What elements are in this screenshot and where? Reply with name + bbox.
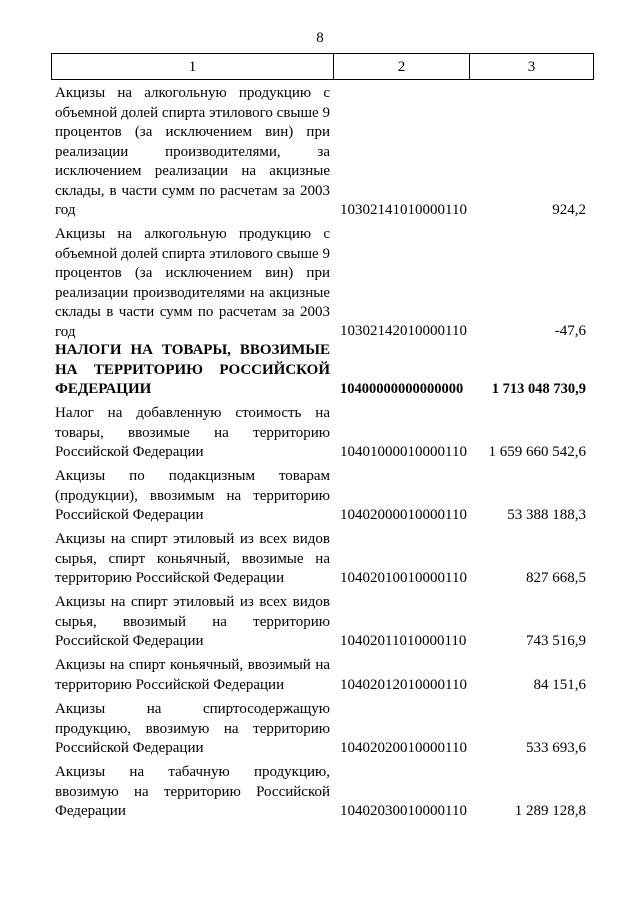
row-code: 10402011010000110 bbox=[340, 633, 467, 649]
row-amount: 53 388 188,3 bbox=[507, 507, 586, 523]
table-row bbox=[0, 225, 640, 341]
row-code: 10402012010000110 bbox=[340, 677, 467, 693]
table-row bbox=[0, 80, 640, 225]
table-row bbox=[0, 656, 640, 700]
table-row bbox=[0, 404, 640, 467]
row-description: Акцизы на спирт этиловый из всех видов сырья, ввозимый на территорию Российской Федерации bbox=[55, 594, 330, 649]
row-description: Акцизы на спирт этиловый из всех видов сырья, спирт коньячный, ввозимые на территорию Российской Федерации bbox=[55, 531, 330, 586]
table-row bbox=[0, 530, 640, 593]
row-description: Акцизы по подакцизным товарам (продукции), ввозимым на территорию Российской Федерации bbox=[55, 468, 330, 523]
row-amount: 533 693,6 bbox=[526, 740, 586, 756]
table-row bbox=[0, 593, 640, 656]
row-code: 10402030010000110 bbox=[340, 803, 467, 819]
row-description: Акцизы на табачную продукцию, ввозимую на территорию Российской Федерации bbox=[55, 764, 330, 819]
header-col-1: 1 bbox=[52, 54, 334, 79]
row-description: Акцизы на алкогольную продукцию с объемной долей спирта этилового свыше 9 процентов (за исключением вин) при реализации производителями на акцизные склады в части сумм по расчетам за 2003 год bbox=[55, 226, 330, 340]
row-description: Налог на добавленную стоимость на товары, ввозимые на территорию Российской Федерации bbox=[55, 405, 330, 460]
row-code: 10402020010000110 bbox=[340, 740, 467, 756]
row-description: Акцизы на алкогольную продукцию с объемной долей спирта этилового свыше 9 процентов (за исключением вин) при реализации производителями, за исключением реализации на акцизные склады, в части сумм по расчетам за 2003 год bbox=[55, 85, 330, 218]
table-header bbox=[51, 53, 594, 80]
table-row bbox=[0, 341, 640, 404]
row-description: Акцизы на спиртосодержащую продукцию, ввозимую на территорию Российской Федерации bbox=[55, 701, 330, 756]
row-amount: 1 659 660 542,6 bbox=[488, 444, 586, 460]
table-row bbox=[0, 700, 640, 763]
row-description: Акцизы на спирт коньячный, ввозимый на территорию Российской Федерации bbox=[55, 657, 330, 693]
table-row bbox=[0, 763, 640, 833]
row-code: 10401000010000110 bbox=[340, 444, 467, 460]
header-col-3: 3 bbox=[527, 58, 536, 75]
row-amount: 827 668,5 bbox=[526, 570, 586, 586]
row-amount: 1 713 048 730,9 bbox=[491, 381, 586, 397]
row-code: 10302142010000110 bbox=[340, 323, 467, 339]
row-amount: 924,2 bbox=[552, 202, 586, 218]
row-amount: 743 516,9 bbox=[526, 633, 586, 649]
row-amount: -47,6 bbox=[554, 323, 586, 339]
row-amount: 1 289 128,8 bbox=[514, 803, 586, 819]
row-code: 10402000010000110 bbox=[340, 507, 467, 523]
row-code: 10302141010000110 bbox=[340, 202, 467, 218]
header-col-2: 2 bbox=[334, 54, 470, 79]
row-amount: 84 151,6 bbox=[533, 677, 586, 693]
row-code: 10400000000000000 bbox=[340, 381, 464, 397]
row-code: 10402010010000110 bbox=[340, 570, 467, 586]
row-description: НАЛОГИ НА ТОВАРЫ, ВВОЗИМЫЕ НА ТЕРРИТОРИЮ РОССИЙСКОЙ ФЕДЕРАЦИИ bbox=[55, 342, 330, 397]
table-body bbox=[0, 80, 640, 833]
table-row bbox=[0, 467, 640, 530]
page-number: 8 bbox=[316, 30, 324, 46]
